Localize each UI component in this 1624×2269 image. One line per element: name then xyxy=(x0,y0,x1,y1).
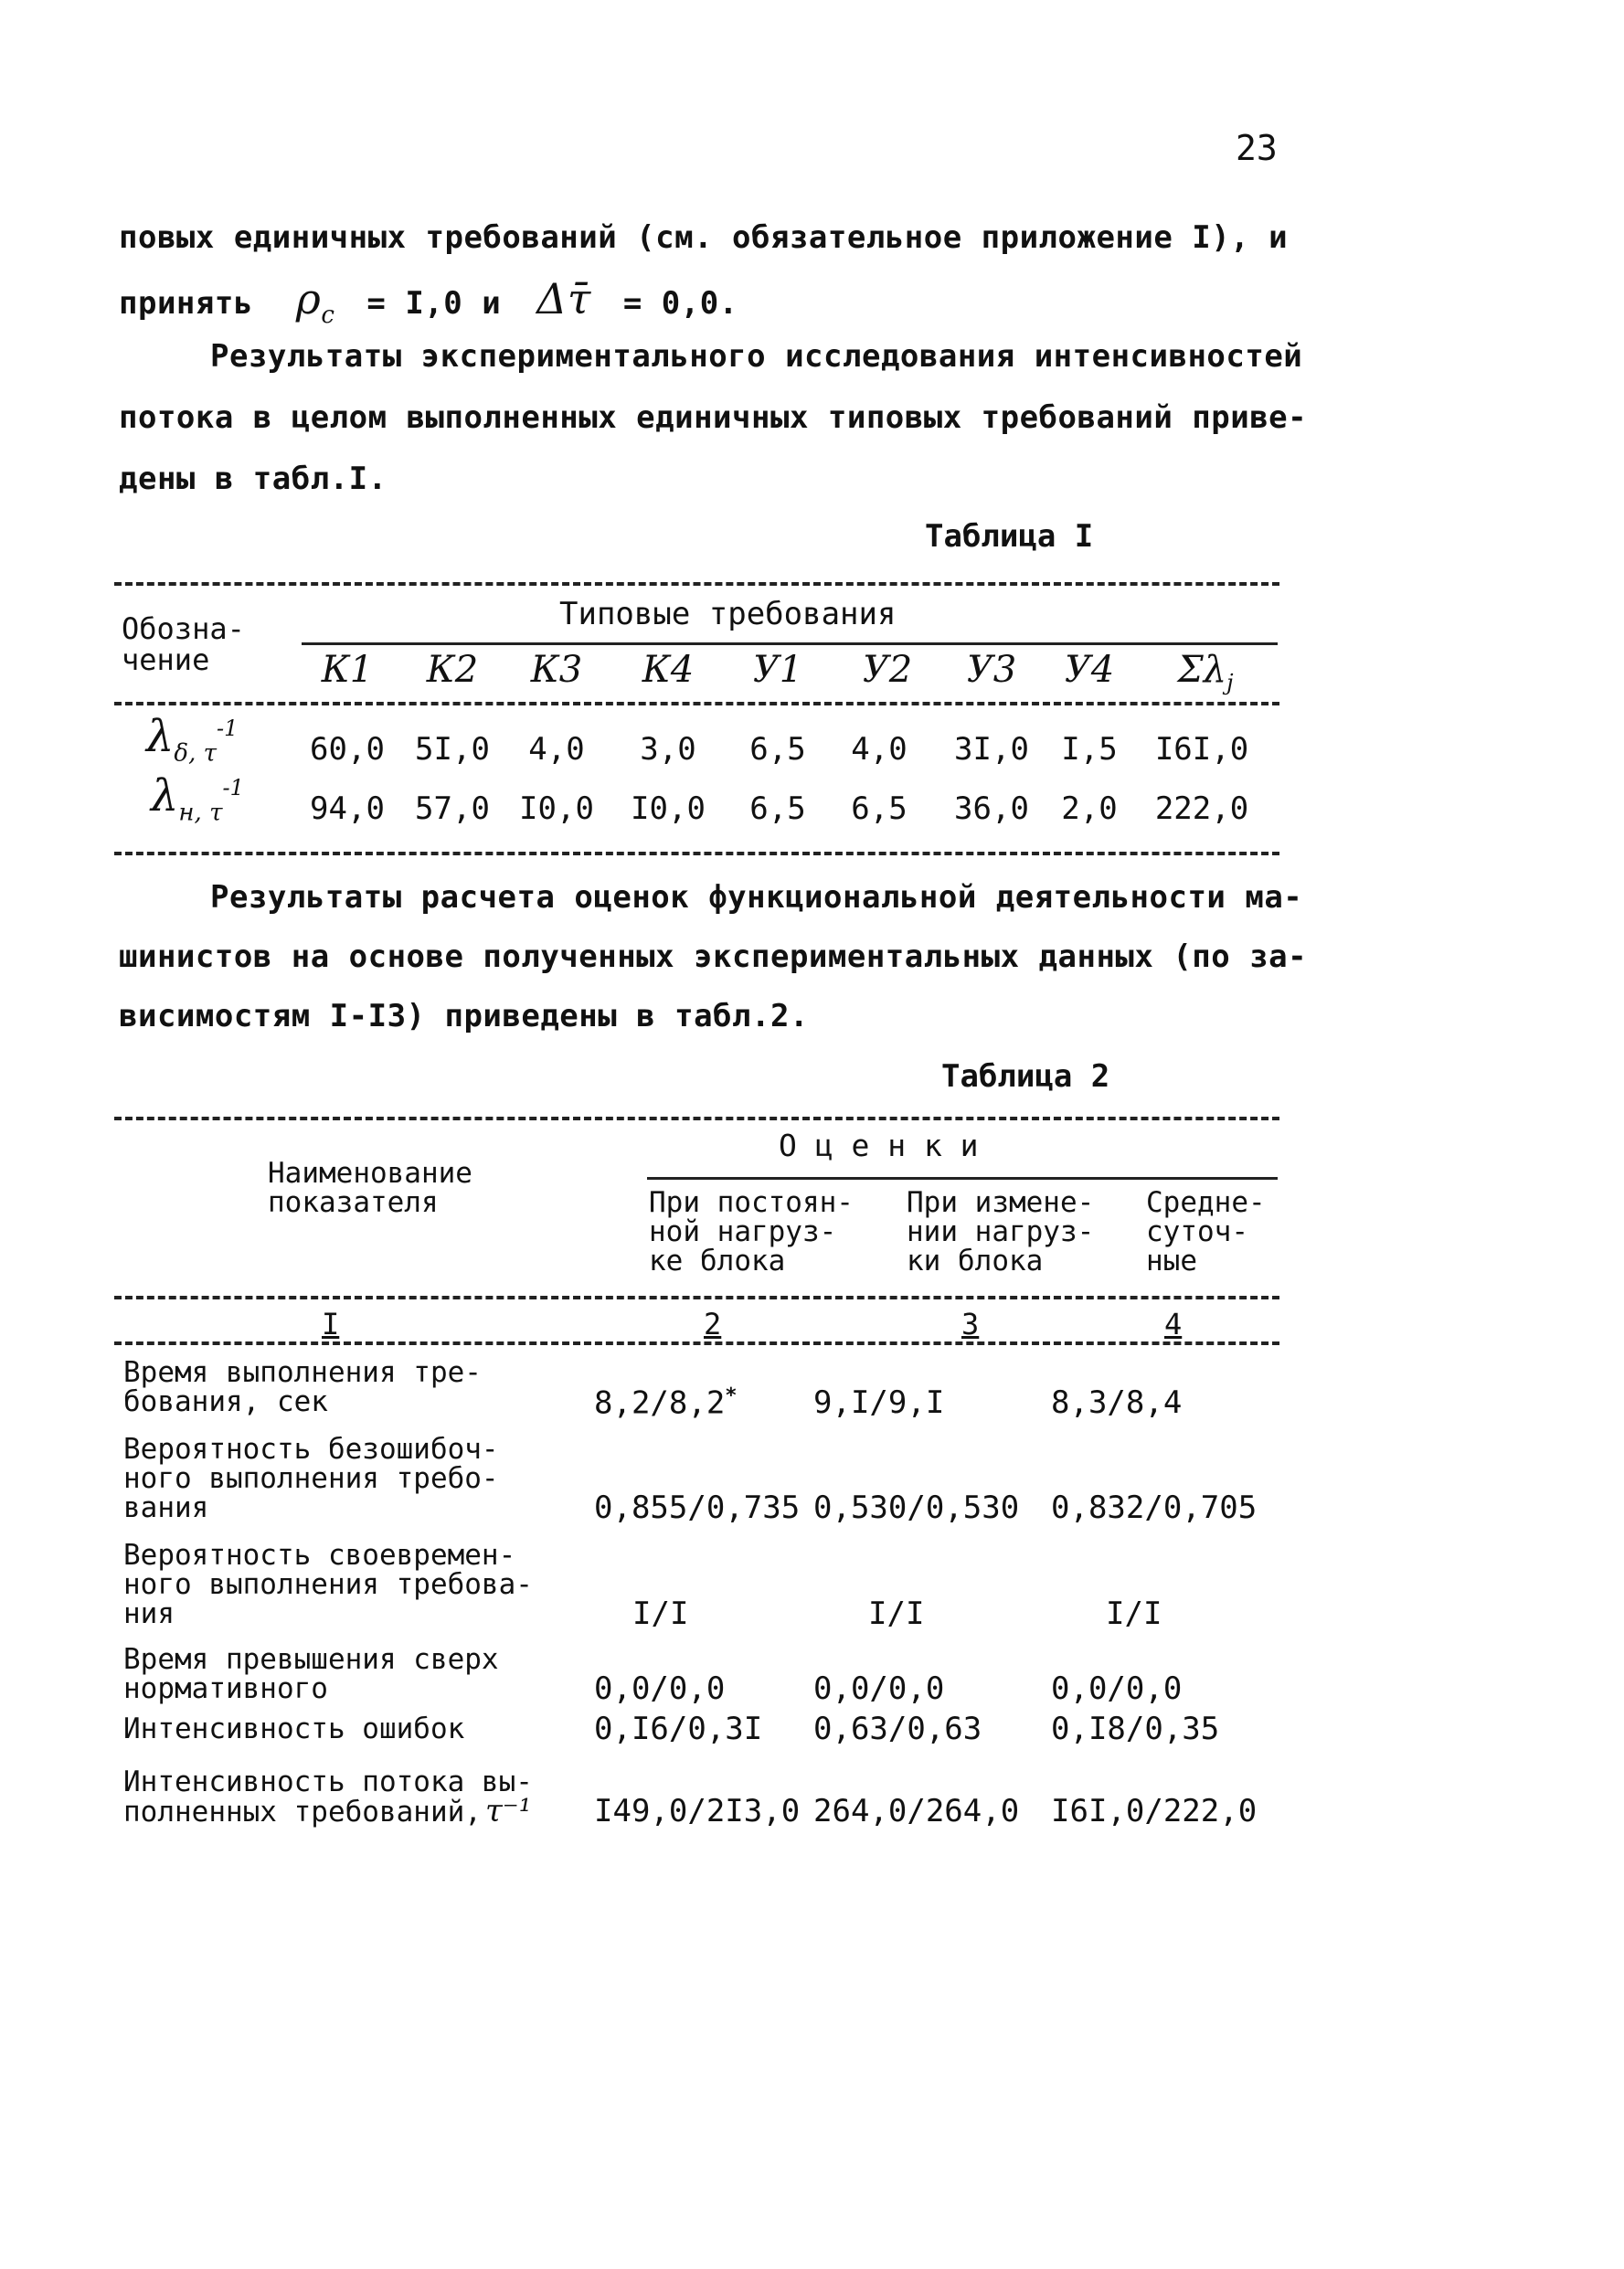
table1-row-header: Обозна- чение xyxy=(122,611,245,677)
table1-col-header: К3 xyxy=(530,649,583,691)
table2-cell: 8,2/8,2* xyxy=(594,1384,738,1422)
paragraph-line: Результаты экспериментального исследования интенсивностей xyxy=(210,338,1303,375)
rho-value: = I,0 и xyxy=(366,285,502,322)
table1-cell: I,5 xyxy=(1061,731,1118,768)
table2-row-name: Вероятность своевремен- ного выполнения требова- ния xyxy=(123,1539,533,1630)
table1-cell: 57,0 xyxy=(415,790,490,827)
table2-row-name: Интенсивность потока вы- полненных требований, τ⁻¹ xyxy=(123,1765,533,1829)
table1-cell: 5I,0 xyxy=(415,731,490,768)
paragraph-line: дены в табл.I. xyxy=(119,461,387,497)
delta-tau-symbol: Δτ̄ xyxy=(536,274,591,323)
table-rule xyxy=(302,642,1278,645)
table1-cell: 94,0 xyxy=(310,790,385,827)
table1-cell: 4,0 xyxy=(528,731,585,768)
table1-cell: 3I,0 xyxy=(954,731,1029,768)
table1-group-header: Типовые требования xyxy=(559,596,897,632)
table2-col-number: 2 xyxy=(704,1307,722,1341)
table2-row-name: Время превышения сверх нормативного xyxy=(123,1643,499,1705)
table2-cell: I6I,0/222,0 xyxy=(1051,1793,1258,1829)
table1-cell: I0,0 xyxy=(631,790,706,827)
table-rule xyxy=(114,582,1279,586)
table2-col-header: При измене- нии нагруз- ки блока xyxy=(907,1186,1095,1278)
table1-cell: 60,0 xyxy=(310,731,385,768)
text: принять xyxy=(119,285,253,322)
table1-cell: 6,5 xyxy=(851,790,908,827)
paragraph-line: потока в целом выполненных единичных типовых требований приве- xyxy=(119,399,1308,436)
table1-col-header: $\Sigma\lambda_j$ xyxy=(1177,649,1234,695)
table2-col-number: I xyxy=(322,1307,340,1341)
table-rule xyxy=(114,852,1279,855)
table1-caption: Таблица I xyxy=(925,518,1094,555)
table1-cell: 2,0 xyxy=(1061,790,1118,827)
table-rule xyxy=(114,1296,1279,1299)
table1-row-label: $\lambda_{н, \tau}^{-1}$ xyxy=(151,770,244,827)
delta-tau-value: = 0,0. xyxy=(622,285,738,322)
table1-cell: 6,5 xyxy=(749,731,806,768)
table2-cell: 0,0/0,0 xyxy=(813,1670,945,1707)
paragraph-line-formula xyxy=(119,274,738,329)
table2-cell: 0,I8/0,35 xyxy=(1051,1711,1220,1747)
table2-name-header: Наименование показателя xyxy=(268,1157,472,1219)
page-number: 23 xyxy=(1236,128,1278,168)
table2-caption: Таблица 2 xyxy=(941,1058,1110,1095)
table2-group-header: О ц е н к и xyxy=(779,1128,979,1163)
table1-row-label: $\lambda_{\delta, \tau}^{-1}$ xyxy=(146,711,239,768)
table1-cell: 3,0 xyxy=(640,731,696,768)
table2-cell: 0,832/0,705 xyxy=(1051,1490,1258,1526)
table1-col-header: К2 xyxy=(426,649,479,691)
table2-cell: 0,0/0,0 xyxy=(594,1670,726,1707)
table-rule xyxy=(114,702,1279,705)
table2-cell: I/I xyxy=(632,1596,689,1632)
table1-cell: 222,0 xyxy=(1154,790,1249,827)
table-rule xyxy=(114,1341,1279,1345)
table2-col-header: Средне- суточ- ные xyxy=(1146,1186,1266,1278)
table2-cell: 0,530/0,530 xyxy=(813,1490,1020,1526)
table1-cell: 6,5 xyxy=(749,790,806,827)
table2-row-name: Вероятность безошибоч- ного выполнения требо- вания xyxy=(123,1433,499,1524)
table2-cell: I49,0/2I3,0 xyxy=(594,1793,801,1829)
paragraph-line: шинистов на основе полученных экспериментальных данных (по за- xyxy=(119,938,1308,975)
table2-col-number: 4 xyxy=(1164,1307,1183,1341)
table2-col-header: При постоян- ной нагруз- ке блока xyxy=(649,1186,854,1278)
table2-cell: 0,63/0,63 xyxy=(813,1711,982,1747)
table2-row-name: Время выполнения тре- бования, сек xyxy=(123,1356,482,1418)
table1-col-header: У4 xyxy=(1064,649,1115,691)
table1-cell: 36,0 xyxy=(954,790,1029,827)
table2-row-name: Интенсивность ошибок xyxy=(123,1712,465,1745)
table1-col-header: У3 xyxy=(966,649,1017,691)
table2-cell: 264,0/264,0 xyxy=(813,1793,1020,1829)
paragraph-line: висимостям I-I3) приведены в табл.2. xyxy=(119,998,809,1034)
rho-symbol: $\rho_c$ xyxy=(295,274,335,330)
table-rule xyxy=(647,1177,1278,1180)
table2-cell: I/I xyxy=(868,1596,925,1632)
table-rule xyxy=(114,1117,1279,1120)
paragraph-line: повых единичных требований (см. обязательное приложение I), и xyxy=(119,219,1289,256)
tau-unit: τ⁻¹ xyxy=(484,1793,532,1829)
table1-cell: I6I,0 xyxy=(1154,731,1249,768)
table1-cell: I0,0 xyxy=(519,790,594,827)
table1-cell: 4,0 xyxy=(851,731,908,768)
table2-cell: 0,855/0,735 xyxy=(594,1490,801,1526)
table2-cell: 0,I6/0,3I xyxy=(594,1711,763,1747)
table1-col-header: У2 xyxy=(862,649,913,691)
table1-col-header: К1 xyxy=(321,649,374,691)
table2-cell: 9,I/9,I xyxy=(813,1384,945,1421)
table2-cell: I/I xyxy=(1106,1596,1162,1632)
table1-col-header: У1 xyxy=(752,649,803,691)
table2-cell: 8,3/8,4 xyxy=(1051,1384,1183,1421)
paragraph-line: Результаты расчета оценок функциональной деятельности ма- xyxy=(210,879,1303,916)
table2-cell: 0,0/0,0 xyxy=(1051,1670,1183,1707)
table2-col-number: 3 xyxy=(961,1307,980,1341)
table1-col-header: К4 xyxy=(642,649,695,691)
